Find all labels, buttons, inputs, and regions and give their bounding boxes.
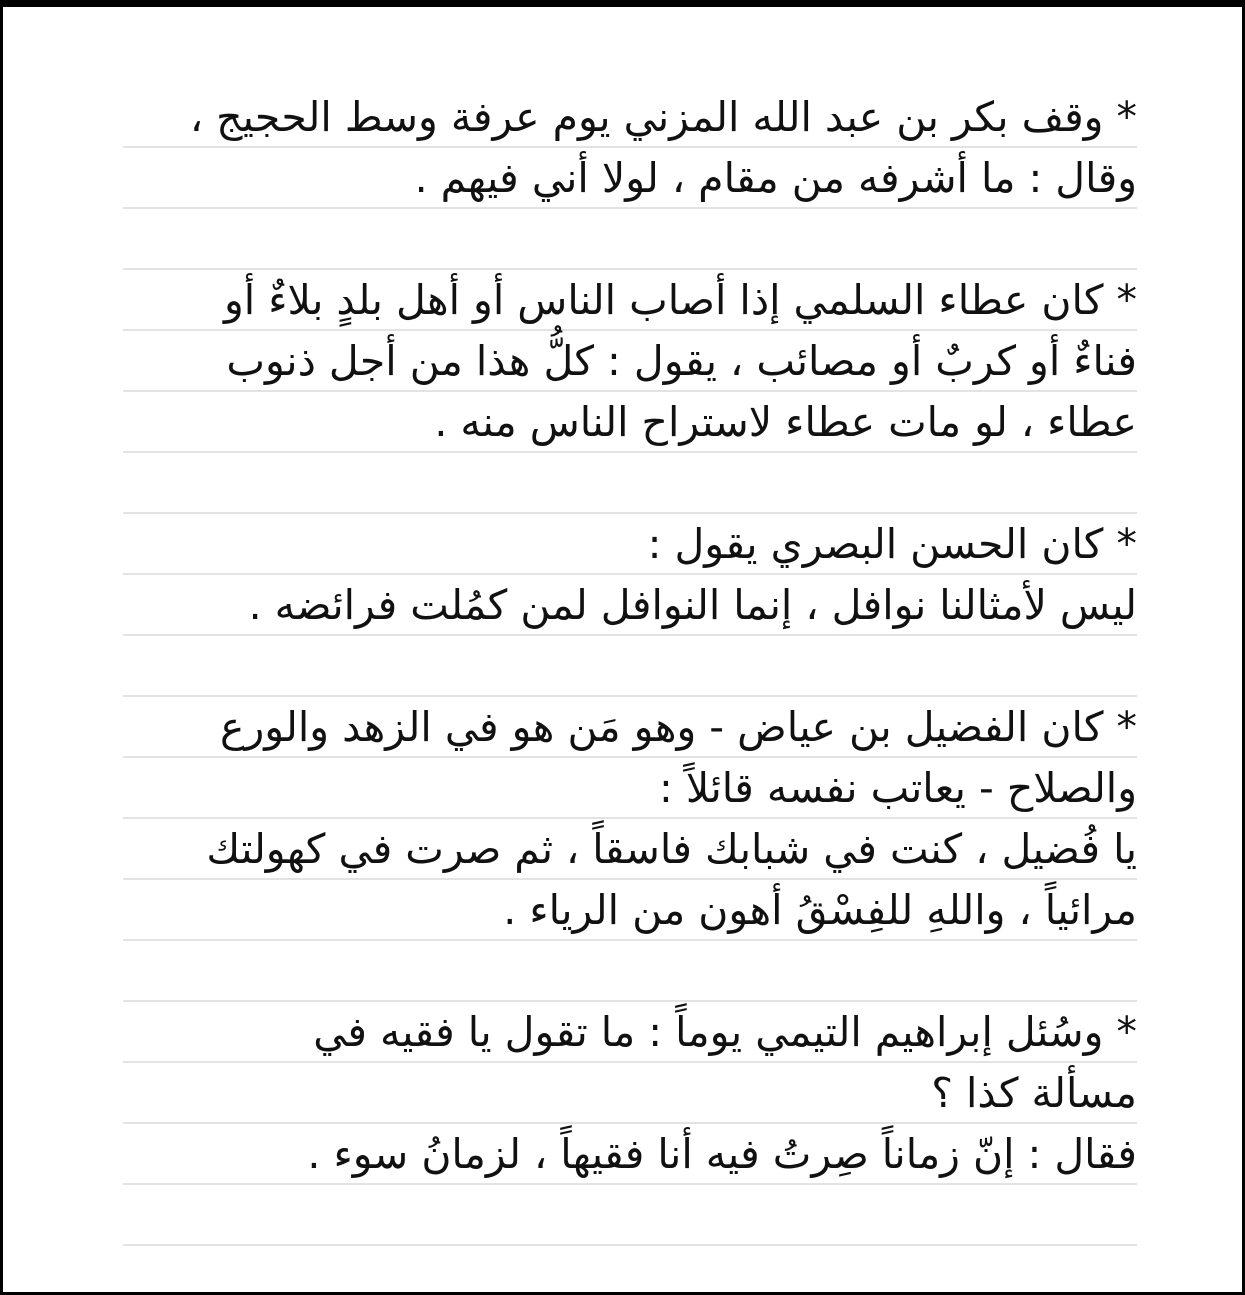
text-line: عطاء ، لو مات عطاء لاستراح الناس منه . (434, 398, 1137, 446)
text-line: * كان عطاء السلمي إذا أصاب الناس أو أهل بلدٍ بلاءٌ أو (224, 276, 1137, 324)
text-line: مسألة كذا ؟ (931, 1069, 1137, 1117)
paragraph-hasan (123, 514, 1137, 636)
text-line: والصلاح - يعاتب نفسه قائلاً : (659, 764, 1137, 812)
text-line: ليس لأمثالنا نوافل ، إنما النوافل لمن كمُلت فرائضه . (248, 581, 1137, 629)
text-line: وقال : ما أشرفه من مقام ، لولا أني فيهم . (414, 154, 1137, 202)
paragraph-bakr (123, 87, 1137, 209)
paragraph-fudayl (123, 697, 1137, 941)
paragraph-ata (123, 270, 1137, 453)
notes-text (123, 87, 1137, 1246)
text-line: مرائياً ، واللهِ للفِسْقُ أهون من الرياء . (503, 886, 1137, 934)
text-line: * وقف بكر بن عبد الله المزني يوم عرفة وسط الحجيج ، (189, 93, 1137, 141)
text-line: فقال : إنّ زماناً صِرتُ فيه أنا فقيهاً ، لزمانُ سوء . (307, 1130, 1137, 1178)
text-line: * وسُئل إبراهيم التيمي يوماً : ما تقول يا فقيه في (313, 1008, 1137, 1056)
text-line: * كان الحسن البصري يقول : (647, 520, 1137, 568)
text-line: * كان الفضيل بن عياض - وهو مَن هو في الزهد والورع (219, 703, 1137, 751)
text-line: يا فُضيل ، كنت في شبابك فاسقاً ، ثم صرت في كهولتك (206, 825, 1137, 873)
paragraph-ibrahim (123, 1002, 1137, 1185)
text-line: فناءٌ أو كربٌ أو مصائب ، يقول : كلُّ هذا من أجل ذنوب (226, 337, 1137, 385)
